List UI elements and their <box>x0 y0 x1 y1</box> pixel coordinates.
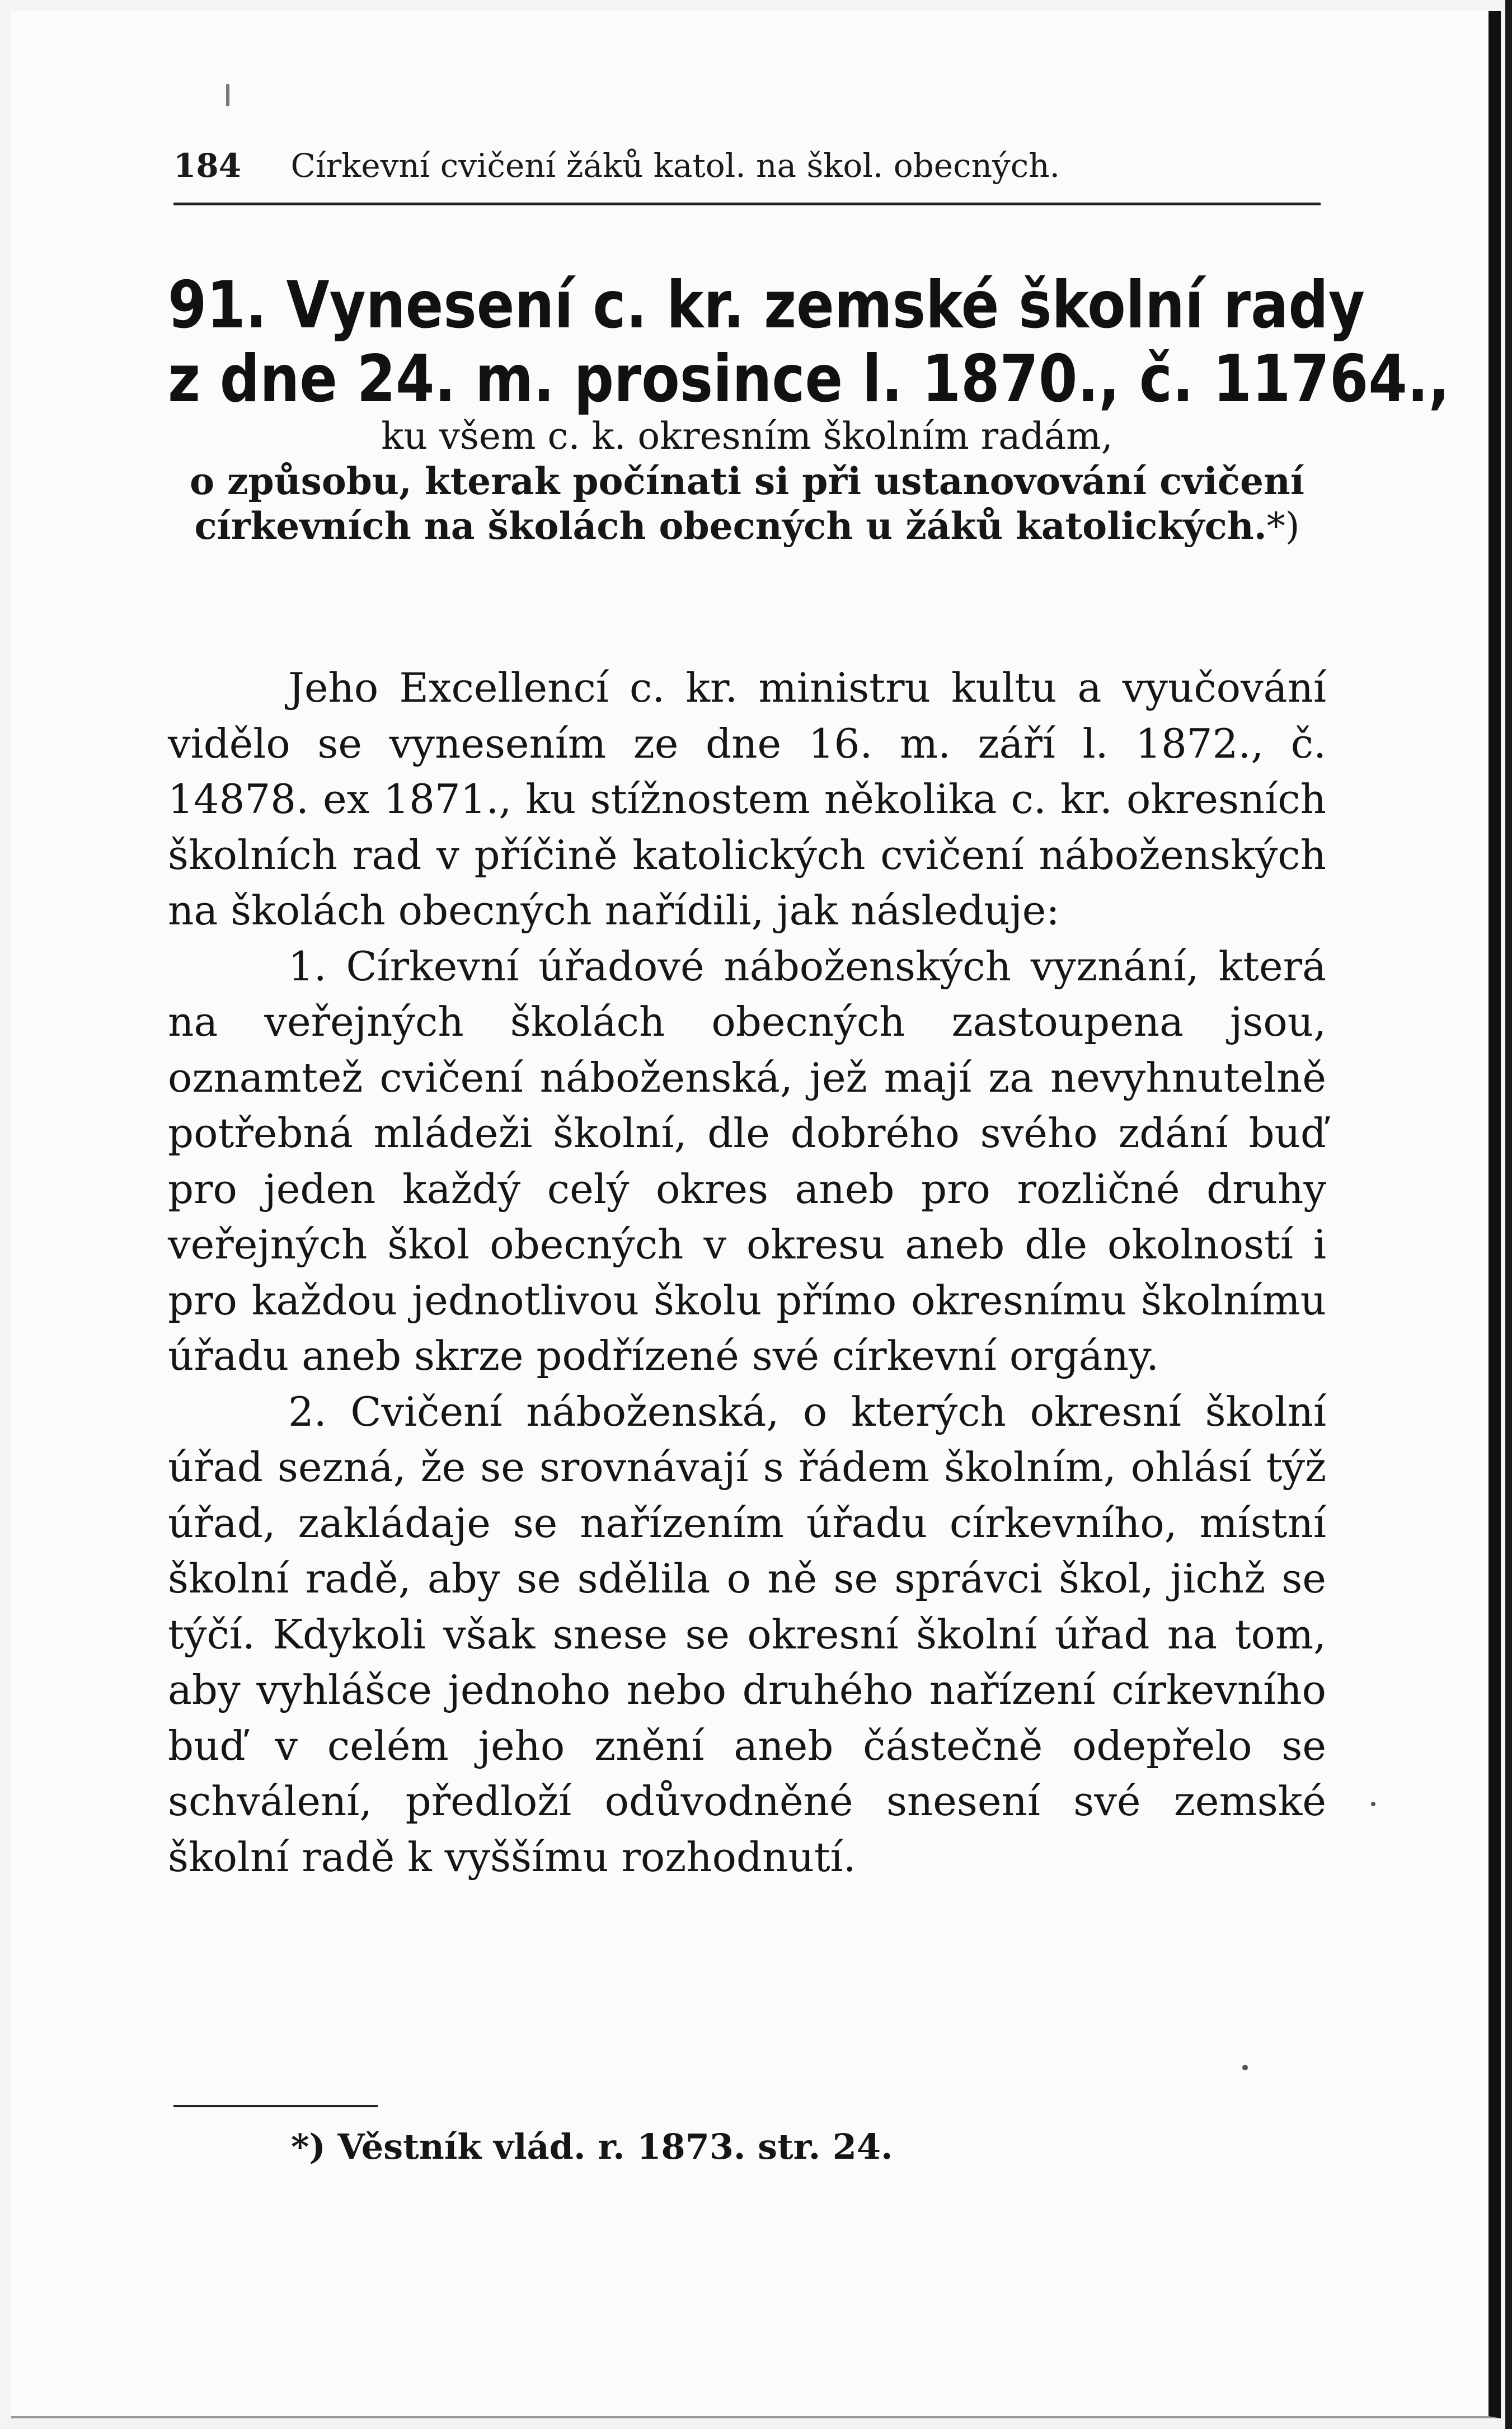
running-title: Církevní cvičení žáků katol. na škol. obecných. <box>290 147 1060 185</box>
page-edge-shadow <box>1505 0 1512 2429</box>
decree-subject: o způsobu, kterak počínati si při ustanovování cvičení církevních na školách obecných u žáků katolických.*) <box>190 459 1304 548</box>
addressed-to: ku všem c. k. okresním školním radám, <box>381 415 1113 458</box>
paragraph-point-1: 1. Církevní úřadové náboženských vyznání, která na veřejných školách obecných zastoupena jsou, oznamtež cvičení náboženská, jež mají za nevyhnutelně potřebná mládeži školní, dle dobrého svého zdání buď pro jeden každý celý okres aneb pro rozličné druhy veřejných škol obecných v okresu aneb dle okolností i pro každou jednotlivou školu přímo okresnímu školnímu úřadu aneb skrze podřízené své církevní orgány. <box>168 942 1326 1379</box>
page-number: 184 <box>173 147 242 185</box>
footnote-mark: *) <box>1266 505 1300 548</box>
footnote-rule <box>173 2105 378 2107</box>
paper-speck <box>1371 1802 1375 1806</box>
decree-title <box>168 267 1450 417</box>
body-text <box>168 660 1326 1885</box>
paragraph-intro: Jeho Excellencí c. kr. ministru kultu a vyučování vidělo se vynesením ze dne 16. m. září l. 1872., č. 14878. ex 1871., ku stížnostem několika c. kr. okresních školních rad v příčině katolických cvičení náboženských na školách obecných nařídili, jak následuje: <box>168 664 1326 934</box>
paragraph-point-2: 2. Cvičení náboženská, o kterých okresní školní úřad sezná, že se srovnávají s řádem školním, ohlásí týž úřad, zakládaje se nařízením úřadu církevního, místní školní radě, aby se sdělila o ně se správci škol, jichž se týčí. Kdykoli však snese se okresní školní úřad na tom, aby vyhlášce jednoho nebo druhého nařízení církevního buď v celém jeho znění aneb částečně odepřelo se schválení, předloží odůvodněné snesení své zemské školní radě k vyššímu rozhodnutí. <box>168 1388 1326 1881</box>
title-line-2: z dne 24. m. prosince l. 1870., č. 11764., <box>168 341 1450 417</box>
running-head <box>173 147 1321 185</box>
paper-speck <box>226 84 229 106</box>
paper-speck <box>1242 2065 1248 2070</box>
decree-subtitle <box>168 414 1326 549</box>
title-line-1: 91. Vynesení c. kr. zemské školní rady <box>168 267 1365 343</box>
footnote: *) Věstník vlád. r. 1873. str. 24. <box>291 2126 893 2167</box>
header-rule <box>173 203 1321 205</box>
